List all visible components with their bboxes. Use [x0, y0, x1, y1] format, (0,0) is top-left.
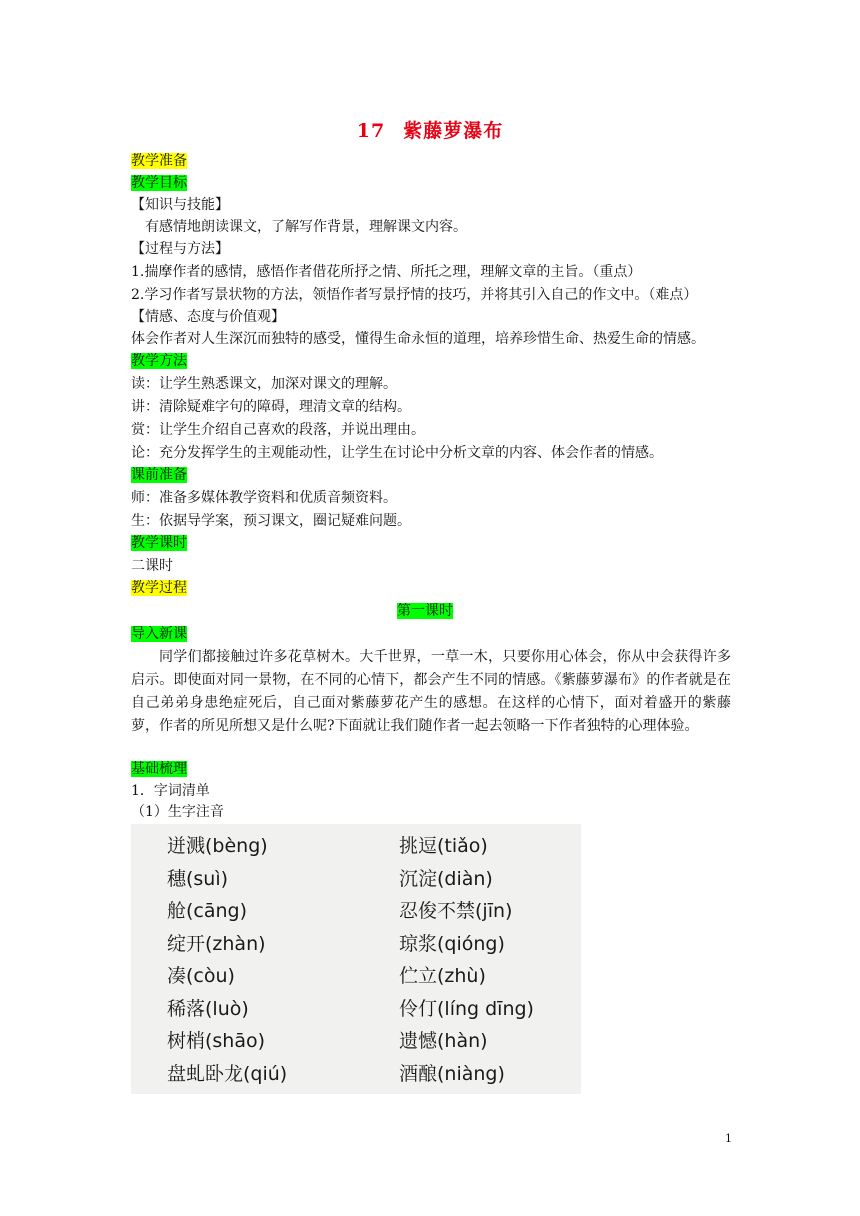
vocab-item: 迸溅(bèng) — [167, 835, 268, 857]
vocab-item: 凑(còu) — [167, 965, 235, 987]
vocab-item: 伫立(zhù) — [399, 965, 486, 987]
heading-goals: 教学目标 — [131, 175, 187, 191]
process-item-1: 1.揣摩作者的感情，感悟作者借花所抒之情、所托之理，理解文章的主旨。（重点） — [131, 264, 642, 280]
first-lesson-heading: 第一课时 — [397, 603, 453, 619]
page-title — [0, 116, 860, 143]
heading-process: 【过程与方法】 — [131, 241, 229, 257]
vocab-item: 伶仃(líng dīng) — [399, 997, 534, 1020]
heading-basics: 基础梳理 — [131, 761, 187, 777]
heading-procedure: 教学过程 — [131, 580, 187, 596]
vocab-item: 遗憾(hàn) — [399, 1030, 488, 1052]
intro-paragraph: 同学们都接触过许多花草树木。大千世界，一草一木，只要你用心体会，你从中会获得许多启示。即使面对同一景物，在不同的心情下，都会产生不同的情感。《紫藤萝瀑布》的作者就是在自己弟弟身患绝症死后，自己面对紫藤萝花产生的感想。在这样的心情下，面对着盛开的紫藤萝，作者的所见所想又是什么呢?下面就让我们随作者一起去领略一下作者独特的心理体验。 — [131, 649, 731, 734]
method-appreciate: 赏：让学生介绍自己喜欢的段落，并说出理由。 — [131, 422, 425, 438]
vocab-item: 盘虬卧龙(qiú) — [167, 1062, 288, 1085]
vocab-item: 穗(suì) — [167, 867, 229, 890]
vocab-item: 酒酿(niàng) — [399, 1062, 505, 1085]
student-prep: 生：依据导学案，预习课文，圈记疑难问题。 — [131, 513, 411, 529]
vocabulary-image — [131, 824, 581, 1094]
method-discuss: 论：充分发挥学生的主观能动性，让学生在讨论中分析文章的内容、体会作者的情感。 — [131, 445, 663, 461]
vocab-item: 琼浆(qióng) — [399, 932, 505, 955]
vocab-right-column — [399, 830, 534, 1090]
vocab-item: 树梢(shāo) — [167, 1030, 266, 1052]
method-read: 读：让学生熟悉课文，加深对课文的理解。 — [131, 376, 397, 392]
vocab-item: 稀落(luò) — [167, 997, 249, 1020]
heading-emotion: 【情感、态度与价值观】 — [131, 309, 285, 325]
lesson-number: 17 — [356, 120, 386, 142]
pinyin-heading: （1）生字注音 — [131, 804, 224, 820]
word-list-heading: 1．字词清单 — [131, 783, 210, 799]
heading-pre-class: 课前准备 — [131, 467, 187, 483]
heading-methods: 教学方法 — [131, 353, 187, 369]
method-explain: 讲：清除疑难字句的障碍，理清文章的结构。 — [131, 399, 411, 415]
vocab-item: 绽开(zhàn) — [167, 932, 266, 955]
page-number: 1 — [725, 1132, 732, 1145]
vocab-item: 舱(cāng) — [167, 900, 248, 922]
heading-knowledge: 【知识与技能】 — [131, 197, 229, 213]
heading-hours: 教学课时 — [131, 535, 187, 551]
vocab-item: 忍俊不禁(jīn) — [399, 900, 513, 922]
teacher-prep: 师：准备多媒体教学资料和优质音频资料。 — [131, 490, 397, 506]
lesson-title: 紫藤萝瀑布 — [403, 120, 504, 142]
heading-intro: 导入新课 — [131, 626, 187, 642]
heading-prep: 教学准备 — [131, 153, 187, 169]
vocab-item: 沉淀(diàn) — [399, 867, 493, 890]
vocab-left-column — [167, 830, 287, 1090]
vocab-item: 挑逗(tiǎo) — [399, 835, 488, 857]
process-item-2: 2.学习作者写景状物的方法，领悟作者写景抒情的技巧，并将其引入自己的作文中。（难点） — [131, 287, 698, 303]
hours-text: 二课时 — [131, 558, 173, 574]
emotion-text: 体会作者对人生深沉而独特的感受，懂得生命永恒的道理，培养珍惜生命、热爱生命的情感。 — [131, 331, 705, 347]
knowledge-text: 有感情地朗读课文，了解写作背景，理解课文内容。 — [145, 219, 467, 235]
